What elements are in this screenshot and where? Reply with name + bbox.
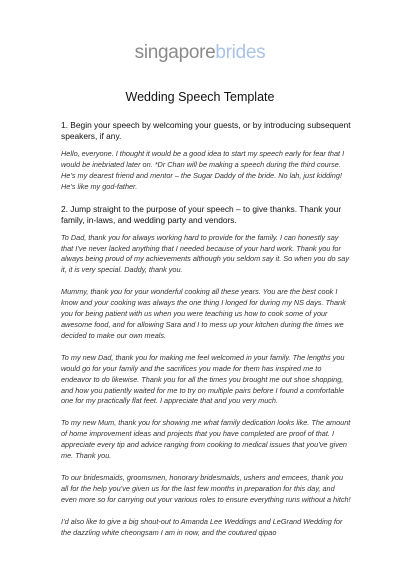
section-2-paragraph-wedding-party: To our bridesmaids, groomsmen, honorary bridesmaids, ushers and emcees, thank you all for the help you’ve given us for the last few months in preparation for this day, and even more so for carrying out your various roles to ensure everything runs without a hitch!: [61, 472, 351, 504]
logo-text-brides: brides: [215, 42, 266, 63]
section-2-paragraph-new-mum: To my new Mum, thank you for showing me what family dedication looks like. The amount of home improvement ideas and projects that you have completed are proof of that. I appreciate every tip and advice ranging from cooking to medical issues that you’ve given me. Thank you.: [61, 418, 351, 461]
section-heading-2: 2. Jump straight to the purpose of your speech – to give thanks. Thank your family, in-laws, and wedding party and vendors.: [61, 203, 342, 225]
singaporebrides-logo: [0, 42, 400, 64]
section-2-paragraph-dad: To Dad, thank you for always working hard to provide for the family. I can honestly say that I’ve never lacked anything that I needed because of your hard work. Thank you for always being proud of my achievements although you seldom say it. So when you do say it, it is very special. Daddy, thank you.: [61, 232, 349, 275]
document-body: [61, 120, 351, 549]
section-2-paragraph-new-dad: To my new Dad, thank you for making me feel welcomed in your family. The lengths you would go for your family and the sacrifices you made for them has inspired me to endeavor to do likewise. Thank you for all the times you brought me out shoe shopping, and how you patiently waited for me to try on multiple pairs before I found a comfortable one for my practically flat feet. I appreciate that and you very much.: [61, 352, 345, 406]
logo-text-singapore: singapore: [134, 42, 216, 63]
section-heading-1: 1. Begin your speech by welcoming your guests, or by introducing subsequent speakers, if any.: [61, 120, 351, 141]
document-title: Wedding Speech Template: [125, 90, 275, 104]
section-2-paragraph-mummy: Mummy, thank you for your wonderful cooking all these years. You are the best cook I know and your cooking was always the one thing I longed for during my NS days. Thank you for being patient with us when you were teaching us how to cook some of your awesome food, and for allowing Sara and I to mess up your kitchen during the times we decided to make our own meals.: [61, 287, 346, 340]
section-2-paragraph-vendors: I’d also like to give a big shout-out to Amanda Lee Weddings and LeGrand Wedding for the dazzling white cheongsam I am in now, and the coutured qipao: [61, 516, 343, 537]
section-1-paragraph-1: Hello, everyone. I thought it would be a good idea to start my speech early for fear that I would be inebriated later on. *Dr Chan will be making a speech during the third course. He’s my dearest friend and mentor – the Sugar Daddy of the bride. No lah, just kidding! He’s like my god-father.: [61, 149, 345, 191]
